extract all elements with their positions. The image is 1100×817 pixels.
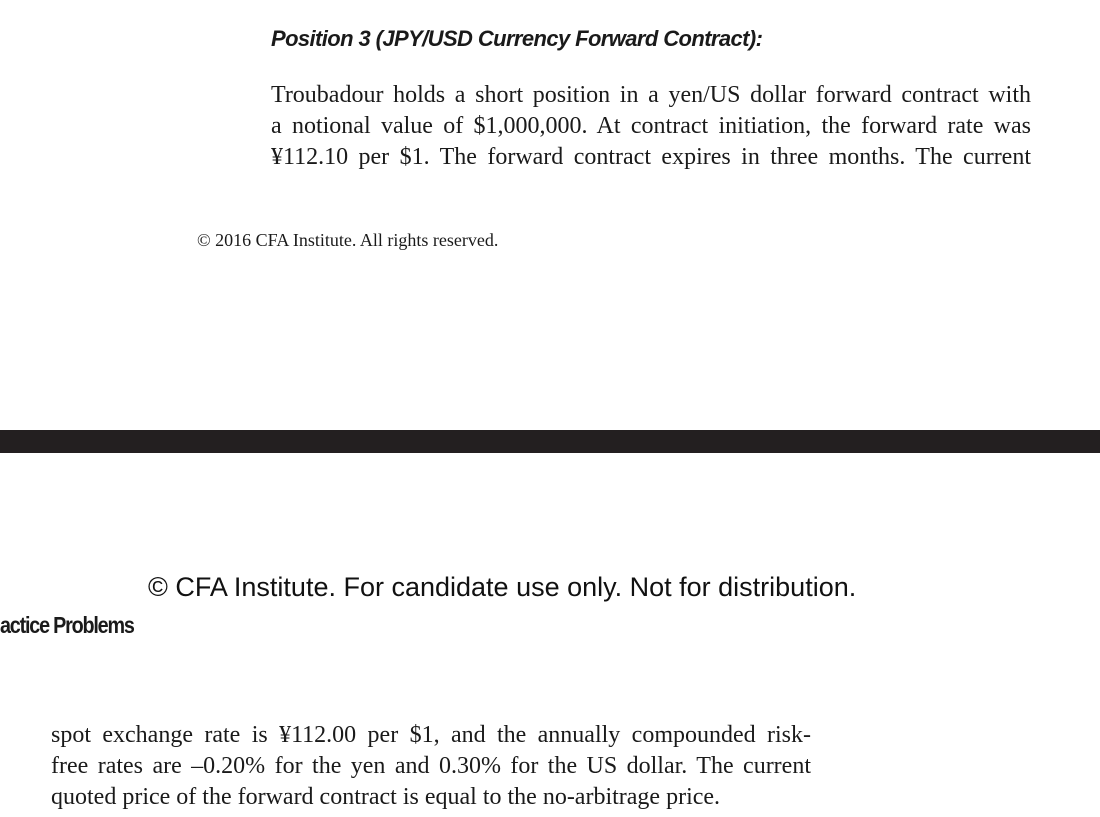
- paragraph-line: a notional value of $1,000,000. At contract initiation, the forward rate was: [271, 113, 1031, 139]
- position-heading: Position 3 (JPY/USD Currency Forward Contract):: [271, 26, 763, 51]
- section-header: actice Problems: [0, 612, 134, 638]
- upper-paragraph: [271, 80, 1031, 173]
- paragraph-line: Troubadour holds a short position in a yen/US dollar forward contract with: [271, 82, 1031, 108]
- paragraph-line: ¥112.10 per $1. The forward contract expires in three months. The current: [271, 144, 1031, 170]
- paragraph-line: free rates are –0.20% for the yen and 0.30% for the US dollar. The current: [51, 753, 811, 779]
- page-divider: [0, 430, 1100, 453]
- lower-paragraph: [51, 720, 811, 813]
- candidate-watermark: © CFA Institute. For candidate use only. Not for distribution.: [148, 572, 857, 602]
- copyright-notice: © 2016 CFA Institute. All rights reserved.: [197, 230, 499, 250]
- paragraph-line: quoted price of the forward contract is equal to the no-arbitrage price.: [51, 784, 721, 810]
- paragraph-line: spot exchange rate is ¥112.00 per $1, and the annually compounded risk-: [51, 722, 811, 748]
